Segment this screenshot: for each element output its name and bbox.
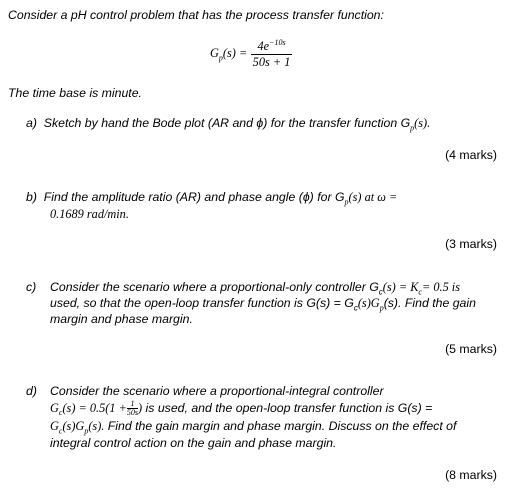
question-b (26, 190, 499, 206)
transfer-function (210, 38, 292, 70)
question-c-line3: margin and phase margin. (50, 312, 193, 326)
marks-c: (5 marks) (445, 342, 497, 356)
intro-text: Consider a pH control problem that has the process transfer function: (8, 8, 384, 22)
question-c-line1: Consider the scenario where a proportional-only controller $G_c(s) = K_c= 0.5$ is (50, 280, 460, 297)
question-b-value: 0.1689 rad/min. (50, 207, 129, 221)
question-c-line2: used, so that the open-loop transfer function is $G(s) = G_c(s)G_p(s)$. Find the gain (50, 296, 476, 313)
question-a-label: a) (26, 116, 37, 130)
question-d-line1: Consider the scenario where a proportional-integral controller (50, 384, 384, 398)
question-d-line2: $G_c(s) = 0.5(1$ + $\frac{1}{50s}$ ) is used, and the open-loop transfer function is G(s) = (50, 399, 433, 418)
tf-lhs: $G_p(s)$ = (210, 46, 248, 63)
integral-fraction: $\frac{1}{50s}$ (126, 399, 138, 417)
question-b-text: Find the amplitude ratio (AR) and phase angle (ϕ) for $G_p(s)$ at ω = (43, 190, 398, 207)
marks-d: (8 marks) (445, 468, 497, 482)
question-a (26, 116, 499, 132)
question-d-label: d) (26, 384, 37, 398)
question-a-text: Sketch by hand the Bode plot (AR and ϕ) for the transfer function $G_p(s)$. (43, 116, 431, 133)
marks-a: (4 marks) (445, 148, 497, 162)
question-d-line3: $G_c(s)G_p(s)$. Find the gain margin and phase margin. Discuss on the effect of (50, 419, 457, 436)
timebase-text: The time base is minute. (8, 86, 142, 100)
tf-fraction (251, 38, 293, 70)
question-d-line4: integral control action on the gain and phase margin. (50, 436, 337, 450)
tf-denominator: 50s + 1 (252, 55, 291, 70)
marks-b: (3 marks) (445, 237, 497, 251)
question-b-label: b) (26, 190, 37, 204)
question-c-label: c) (26, 280, 37, 294)
tf-numerator: $4e^{-10s}$ (257, 38, 286, 54)
